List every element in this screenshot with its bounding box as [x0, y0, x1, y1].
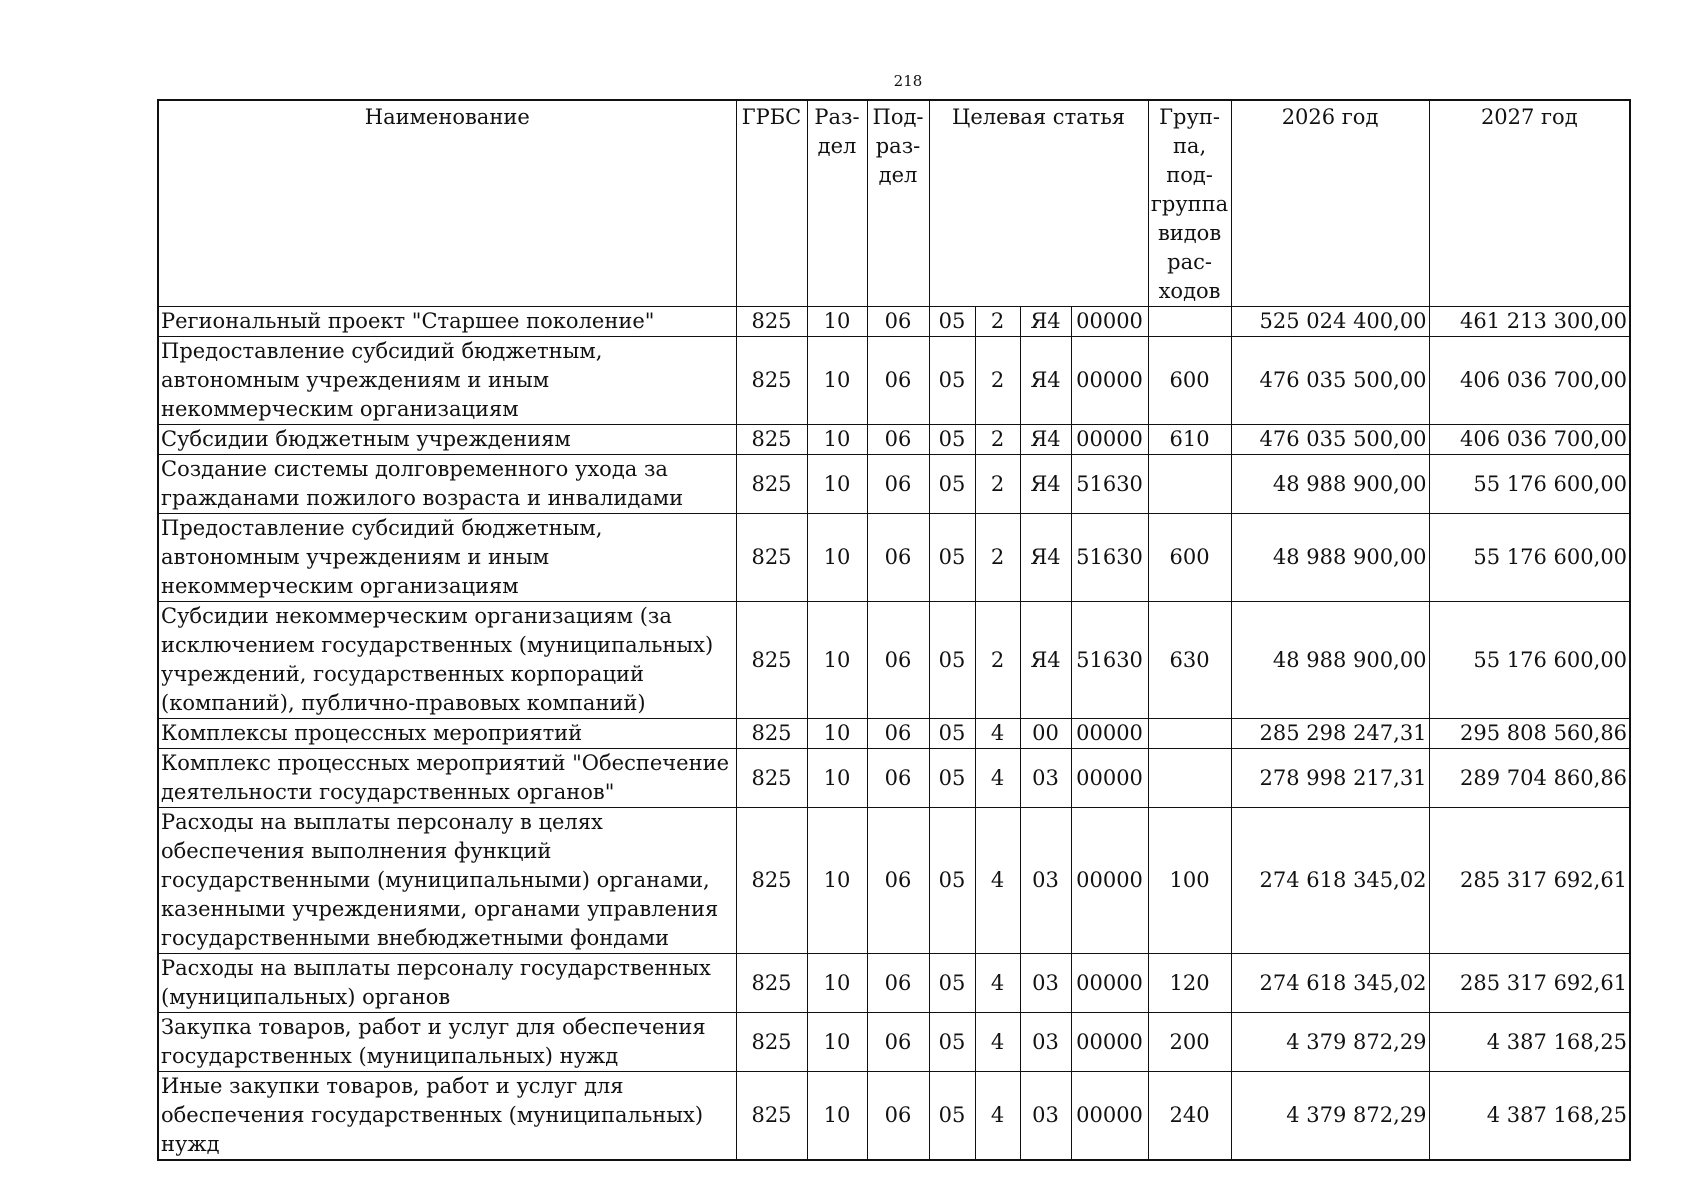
table-body [158, 307, 1630, 1161]
cell-podrazdel: 06 [867, 455, 929, 514]
cell-grbs: 825 [736, 455, 807, 514]
cell-target-project: Я4 [1020, 455, 1071, 514]
cell-name: Субсидии бюджетным учреждениям [158, 425, 736, 455]
cell-podrazdel: 06 [867, 337, 929, 425]
cell-amount-2026: 48 988 900,00 [1231, 602, 1429, 719]
cell-podrazdel: 06 [867, 954, 929, 1013]
cell-target-program: 05 [929, 425, 975, 455]
cell-target-type: 4 [975, 808, 1020, 954]
cell-podrazdel: 06 [867, 749, 929, 808]
cell-amount-2026: 48 988 900,00 [1231, 514, 1429, 602]
cell-target-program: 05 [929, 307, 975, 337]
cell-target-type: 4 [975, 749, 1020, 808]
cell-razdel: 10 [807, 425, 867, 455]
cell-razdel: 10 [807, 602, 867, 719]
cell-razdel: 10 [807, 1013, 867, 1072]
cell-amount-2027: 295 808 560,86 [1429, 719, 1630, 749]
table-row [158, 1072, 1630, 1161]
table-row [158, 719, 1630, 749]
cell-grbs: 825 [736, 749, 807, 808]
cell-name: Комплексы процессных мероприятий [158, 719, 736, 749]
cell-expense-group: 600 [1148, 514, 1231, 602]
cell-amount-2027: 406 036 700,00 [1429, 337, 1630, 425]
cell-target-program: 05 [929, 808, 975, 954]
cell-target-type: 4 [975, 1013, 1020, 1072]
cell-name: Создание системы долговременного ухода за гражданами пожилого возраста и инвалидами [158, 455, 736, 514]
cell-expense-group: 120 [1148, 954, 1231, 1013]
cell-amount-2027: 55 176 600,00 [1429, 602, 1630, 719]
cell-expense-group: 610 [1148, 425, 1231, 455]
cell-target-program: 05 [929, 455, 975, 514]
cell-amount-2027: 4 387 168,25 [1429, 1013, 1630, 1072]
cell-podrazdel: 06 [867, 1013, 929, 1072]
cell-razdel: 10 [807, 749, 867, 808]
cell-target-program: 05 [929, 719, 975, 749]
header-year-2027: 2027 год [1429, 100, 1630, 307]
table-row [158, 1013, 1630, 1072]
cell-target-project: Я4 [1020, 602, 1071, 719]
cell-expense-group: 100 [1148, 808, 1231, 954]
cell-grbs: 825 [736, 337, 807, 425]
cell-name: Иные закупки товаров, работ и услуг для обеспечения государственных (муниципальных) нужд [158, 1072, 736, 1161]
cell-target-direction: 00000 [1071, 425, 1148, 455]
cell-target-type: 4 [975, 719, 1020, 749]
cell-podrazdel: 06 [867, 602, 929, 719]
header-podrazdel: Под-раз-дел [867, 100, 929, 307]
cell-expense-group [1148, 749, 1231, 808]
cell-amount-2026: 476 035 500,00 [1231, 425, 1429, 455]
cell-podrazdel: 06 [867, 307, 929, 337]
cell-amount-2026: 278 998 217,31 [1231, 749, 1429, 808]
cell-target-program: 05 [929, 514, 975, 602]
budget-table [157, 99, 1631, 1161]
cell-target-direction: 00000 [1071, 954, 1148, 1013]
cell-razdel: 10 [807, 954, 867, 1013]
cell-razdel: 10 [807, 514, 867, 602]
cell-target-program: 05 [929, 337, 975, 425]
page-number: 218 [893, 72, 923, 90]
cell-target-direction: 00000 [1071, 749, 1148, 808]
cell-expense-group: 200 [1148, 1013, 1231, 1072]
cell-grbs: 825 [736, 307, 807, 337]
cell-podrazdel: 06 [867, 1072, 929, 1161]
table-row [158, 808, 1630, 954]
cell-amount-2026: 525 024 400,00 [1231, 307, 1429, 337]
table-row [158, 455, 1630, 514]
cell-razdel: 10 [807, 719, 867, 749]
cell-target-type: 2 [975, 337, 1020, 425]
cell-amount-2027: 4 387 168,25 [1429, 1072, 1630, 1161]
cell-grbs: 825 [736, 602, 807, 719]
cell-amount-2026: 285 298 247,31 [1231, 719, 1429, 749]
cell-target-type: 2 [975, 307, 1020, 337]
cell-expense-group: 600 [1148, 337, 1231, 425]
cell-target-direction: 00000 [1071, 1013, 1148, 1072]
cell-target-direction: 51630 [1071, 602, 1148, 719]
cell-grbs: 825 [736, 1072, 807, 1161]
cell-expense-group: 240 [1148, 1072, 1231, 1161]
cell-name: Закупка товаров, работ и услуг для обеспечения государственных (муниципальных) нужд [158, 1013, 736, 1072]
cell-amount-2027: 285 317 692,61 [1429, 954, 1630, 1013]
cell-target-direction: 51630 [1071, 455, 1148, 514]
cell-target-project: 03 [1020, 808, 1071, 954]
cell-podrazdel: 06 [867, 425, 929, 455]
cell-target-type: 2 [975, 455, 1020, 514]
cell-grbs: 825 [736, 514, 807, 602]
cell-target-type: 2 [975, 514, 1020, 602]
header-name: Наименование [158, 100, 736, 307]
cell-name: Субсидии некоммерческим организациям (за исключением государственных (муниципальных) учреждений, государственных корпораций (компаний), публично-правовых компаний) [158, 602, 736, 719]
cell-target-type: 4 [975, 954, 1020, 1013]
cell-target-direction: 00000 [1071, 337, 1148, 425]
cell-target-project: Я4 [1020, 425, 1071, 455]
cell-amount-2027: 55 176 600,00 [1429, 514, 1630, 602]
cell-expense-group [1148, 307, 1231, 337]
cell-grbs: 825 [736, 425, 807, 455]
header-target-article: Целевая статья [929, 100, 1148, 307]
cell-name: Расходы на выплаты персоналу в целях обеспечения выполнения функций государственными (муниципальными) органами, казенными учреждениями, органами управления государственными внебюджетными фондами [158, 808, 736, 954]
cell-expense-group [1148, 455, 1231, 514]
header-grbs: ГРБС [736, 100, 807, 307]
cell-expense-group [1148, 719, 1231, 749]
cell-razdel: 10 [807, 455, 867, 514]
table-row [158, 954, 1630, 1013]
cell-razdel: 10 [807, 808, 867, 954]
cell-amount-2027: 55 176 600,00 [1429, 455, 1630, 514]
cell-target-project: 03 [1020, 1013, 1071, 1072]
cell-target-type: 2 [975, 425, 1020, 455]
cell-grbs: 825 [736, 1013, 807, 1072]
cell-target-project: 03 [1020, 954, 1071, 1013]
cell-target-project: 03 [1020, 1072, 1071, 1161]
cell-target-project: Я4 [1020, 307, 1071, 337]
table-row [158, 425, 1630, 455]
cell-amount-2027: 406 036 700,00 [1429, 425, 1630, 455]
table-row [158, 307, 1630, 337]
cell-grbs: 825 [736, 719, 807, 749]
cell-grbs: 825 [736, 954, 807, 1013]
cell-target-program: 05 [929, 749, 975, 808]
cell-target-direction: 00000 [1071, 808, 1148, 954]
cell-razdel: 10 [807, 307, 867, 337]
table-row [158, 602, 1630, 719]
cell-expense-group: 630 [1148, 602, 1231, 719]
cell-razdel: 10 [807, 1072, 867, 1161]
table-header [158, 100, 1630, 307]
cell-podrazdel: 06 [867, 719, 929, 749]
cell-name: Предоставление субсидий бюджетным, автономным учреждениям и иным некоммерческим организациям [158, 514, 736, 602]
cell-target-type: 2 [975, 602, 1020, 719]
cell-name: Расходы на выплаты персоналу государственных (муниципальных) органов [158, 954, 736, 1013]
header-razdel: Раз-дел [807, 100, 867, 307]
cell-amount-2027: 289 704 860,86 [1429, 749, 1630, 808]
cell-target-project: Я4 [1020, 337, 1071, 425]
table-row [158, 749, 1630, 808]
table-row [158, 514, 1630, 602]
cell-target-program: 05 [929, 954, 975, 1013]
cell-target-direction: 00000 [1071, 719, 1148, 749]
cell-name: Региональный проект "Старшее поколение" [158, 307, 736, 337]
header-year-2026: 2026 год [1231, 100, 1429, 307]
cell-target-project: Я4 [1020, 514, 1071, 602]
cell-amount-2026: 274 618 345,02 [1231, 808, 1429, 954]
cell-amount-2026: 48 988 900,00 [1231, 455, 1429, 514]
cell-amount-2026: 4 379 872,29 [1231, 1072, 1429, 1161]
cell-podrazdel: 06 [867, 514, 929, 602]
table-row [158, 337, 1630, 425]
cell-target-program: 05 [929, 602, 975, 719]
cell-target-project: 03 [1020, 749, 1071, 808]
cell-amount-2027: 285 317 692,61 [1429, 808, 1630, 954]
cell-amount-2026: 476 035 500,00 [1231, 337, 1429, 425]
cell-podrazdel: 06 [867, 808, 929, 954]
cell-razdel: 10 [807, 337, 867, 425]
cell-name: Комплекс процессных мероприятий "Обеспечение деятельности государственных органов" [158, 749, 736, 808]
cell-target-direction: 00000 [1071, 307, 1148, 337]
cell-target-program: 05 [929, 1072, 975, 1161]
cell-target-project: 00 [1020, 719, 1071, 749]
cell-amount-2026: 4 379 872,29 [1231, 1013, 1429, 1072]
cell-target-type: 4 [975, 1072, 1020, 1161]
cell-target-direction: 51630 [1071, 514, 1148, 602]
cell-amount-2026: 274 618 345,02 [1231, 954, 1429, 1013]
cell-target-program: 05 [929, 1013, 975, 1072]
cell-name: Предоставление субсидий бюджетным, автономным учреждениям и иным некоммерческим организациям [158, 337, 736, 425]
cell-grbs: 825 [736, 808, 807, 954]
header-expense-group: Груп-па, под-группа видов рас-ходов [1148, 100, 1231, 307]
cell-amount-2027: 461 213 300,00 [1429, 307, 1630, 337]
cell-target-direction: 00000 [1071, 1072, 1148, 1161]
